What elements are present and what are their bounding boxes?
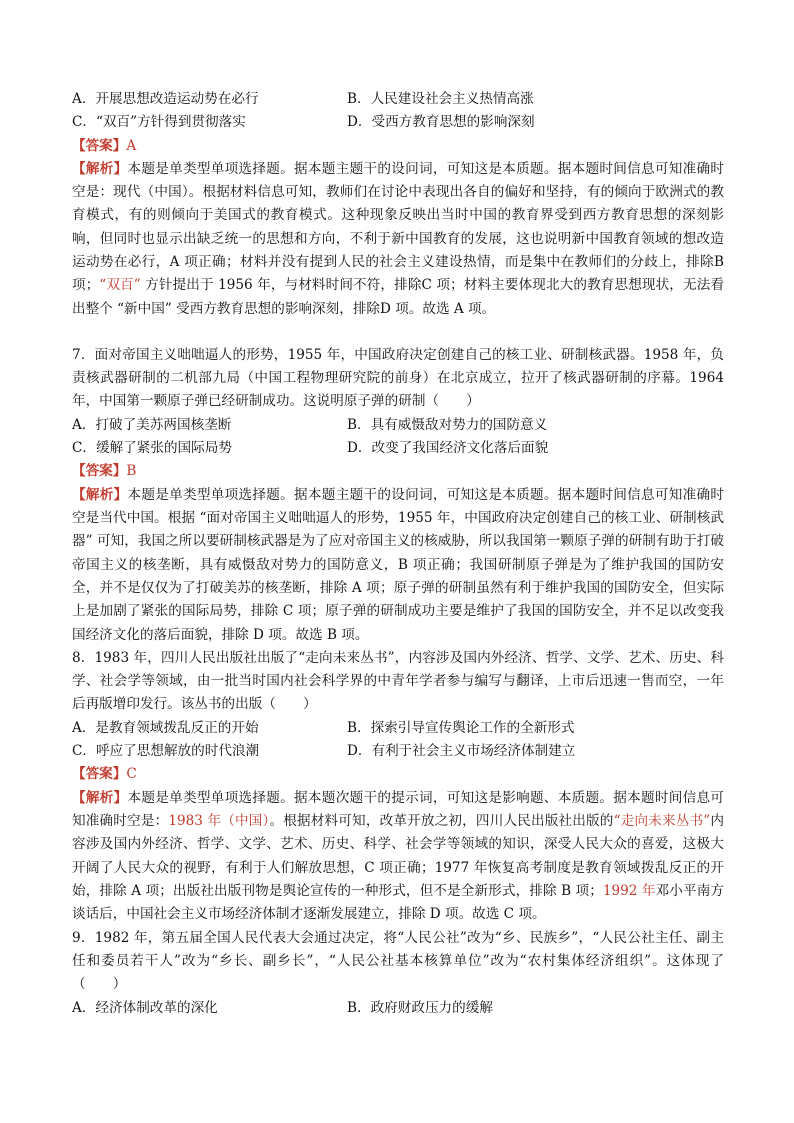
q7-option-b[interactable]: B．具有威慑敌对势力的国防意义 [347, 416, 548, 433]
q6-option-c[interactable]: C．“双百”方针得到贯彻落实 [72, 114, 246, 131]
q6-options-row1 [72, 88, 724, 111]
answer-label: 【答案】 [72, 766, 127, 783]
analysis-text: 。根据材料可知，改革开放之初，四川人民出版社出版的 [269, 812, 614, 829]
question-stem: 8．1983 年，四川人民出版社出版了“走向未来丛书”，内容涉及国内外经济、哲学、文学、艺术、历史、科学、社会学等领域，由一批当时国内社会科学界的中青年学者参与编写与翻译，上市后迅速一售而空，一年后再版增印发行。该丛书的出版（ ） [72, 649, 724, 713]
q8-analysis [72, 787, 724, 927]
q7-answer [72, 460, 724, 483]
q6-option-b[interactable]: B．人民建设社会主义热情高涨 [347, 91, 534, 107]
q9-option-a[interactable]: A．经济体制改革的深化 [72, 999, 218, 1016]
answer-label: 【答案】 [72, 137, 127, 154]
analysis-text: 本题是单类型单项选择题。据本题主题干的设问词，可知这是本质题。据本题时间信息可知准确时空是当代中国。根据 “面对帝国主义咄咄逼人的形势，1955 年，中国政府决定创建自己的核工业、研制核武器” 可知，我国之所以要研制核武器是为了应对帝国主义的核威胁，所以我国第一颗原子弹的研制有助于打破帝国主义的核垄断，具有威慑敌对势力的国防意义，B 项正确；我国研制原子弹是为了维护我国的国防安全，并不是仅仅为了打破美苏的核垄断，排除 A 项；原子弹的研制虽然有利于维护我国的国防安全，但实际上是加剧了紧张的国际局势，排除 C 项；原子弹的研制成功主要是维护了我国的国防安全，并不足以改变我国经济文化的落后面貌，排除 D 项。故选 B 项。 [72, 486, 724, 643]
q8-options-row2 [72, 740, 724, 763]
q7-stem [72, 344, 724, 414]
analysis-label: 【解析】 [72, 789, 128, 806]
q8-option-b[interactable]: B．探索引导宣传舆论工作的全新形式 [347, 719, 575, 736]
q6-answer [72, 135, 724, 158]
q8-option-c[interactable]: C．呼应了思想解放的时代浪潮 [72, 743, 260, 760]
q9-options-row1 [72, 997, 724, 1020]
analysis-text: 内容涉及国内外经济、哲学、文学、艺术、历史、科学、社会学等领域的知识，深受人民大众的喜爱，这极大开阔了人民大众的视野，有利于人们解放思想，C 项正确；1977 年恢复高考制度是教育领域拨乱反正的开始，排除 A 项；出版社出版刊物是舆论宣传的一种形式，但不是全新形式，排除 B 项； [72, 812, 724, 899]
q8-stem [72, 647, 724, 717]
q8-option-a[interactable]: A．是教育领域拨乱反正的开始 [72, 719, 259, 736]
answer-value: C [126, 766, 137, 783]
q7-option-d[interactable]: D．改变了我国经济文化落后面貌 [347, 440, 549, 457]
q9-stem [72, 927, 724, 997]
question-stem: 9．1982 年，第五届全国人民代表大会通过决定，将“人民公社”改为“乡、民族乡”，“人民公社主任、副主任和委员若干人”改为“乡长、副乡长”，“人民公社基本核算单位”改为“农村集体经济组织”。这体现了（ ） [72, 929, 724, 993]
analysis-text: 本题是单类型单项选择题。据本题主题干的设问词，可知这是本质题。据本题时间信息可知准确时空是：现代（中国）。根据材料信息可知，教师们在讨论中表现出各自的偏好和坚持，有的倾向于欧洲式的教育模式，有的则倾向于美国式的教育模式。这种现象反映出当时中国的教育界受到西方教育思想的深刻影响，但同时也显示出缺乏统一的思想和方向，不利于新中国教育的发展，这也说明新中国教育领域的想改造运动势在必行，A 项正确；材料并没有提到人民的社会主义建设热情，而是集中在教师们的分歧上，排除B 项； [72, 160, 724, 294]
q9-option-b[interactable]: B．政府财政压力的缓解 [347, 999, 493, 1016]
q6-analysis [72, 158, 724, 344]
q8-answer [72, 763, 724, 786]
analysis-text: 方针提出于 1956 年，与材料时间不符，排除C 项；材料主要体现北大的教育思想现状，无法看出整个 “新中国” 受西方教育思想的影响深刻，排除D 项。故选 A 项。 [72, 277, 725, 317]
q7-analysis [72, 484, 724, 647]
analysis-highlight: 1992 年 [602, 882, 656, 899]
q7-option-c[interactable]: C．缓解了紧张的国际局势 [72, 440, 232, 457]
analysis-label: 【解析】 [72, 486, 128, 503]
answer-label: 【答案】 [72, 463, 127, 480]
answer-value: B [126, 463, 137, 480]
q8-option-d[interactable]: D．有利于社会主义市场经济体制建立 [347, 743, 576, 760]
analysis-highlight: “双百” [99, 277, 141, 294]
analysis-highlight: “走向未来丛书” [613, 812, 711, 829]
analysis-highlight: 1983 年（中国） [168, 812, 270, 829]
analysis-text: 邓小平南方谈话后，中国社会主义市场经济体制才逐渐发展建立，排除 D 项。故选 C 项。 [72, 882, 724, 923]
q7-option-a[interactable]: A．打破了美苏两国核垄断 [72, 416, 232, 433]
answer-value: A [126, 137, 137, 154]
analysis-text: 本题是单类型单项选择题。据本题次题干的提示词，可知这是影响题、本质题。据本题时间信息可知准确时空是： [72, 789, 724, 829]
q6-option-d[interactable]: D．受西方教育思想的影响深刻 [347, 114, 535, 131]
document-page [72, 88, 724, 1020]
q6-options-row2 [72, 111, 724, 134]
analysis-label: 【解析】 [72, 160, 128, 177]
q7-options-row2 [72, 437, 724, 460]
question-stem: 7．面对帝国主义咄咄逼人的形势，1955 年，中国政府决定创建自己的核工业、研制核武器。1958 年，负责核武器研制的二机部九局（中国工程物理研究院的前身）在北京成立，拉开了核武器研制的序幕。1964 年，中国第一颗原子弹已经研制成功。这说明原子弹的研制（ ） [72, 346, 724, 410]
q7-options-row1 [72, 414, 724, 437]
q8-options-row1 [72, 717, 724, 740]
q6-option-a[interactable]: A．开展思想改造运动势在必行 [72, 91, 259, 107]
